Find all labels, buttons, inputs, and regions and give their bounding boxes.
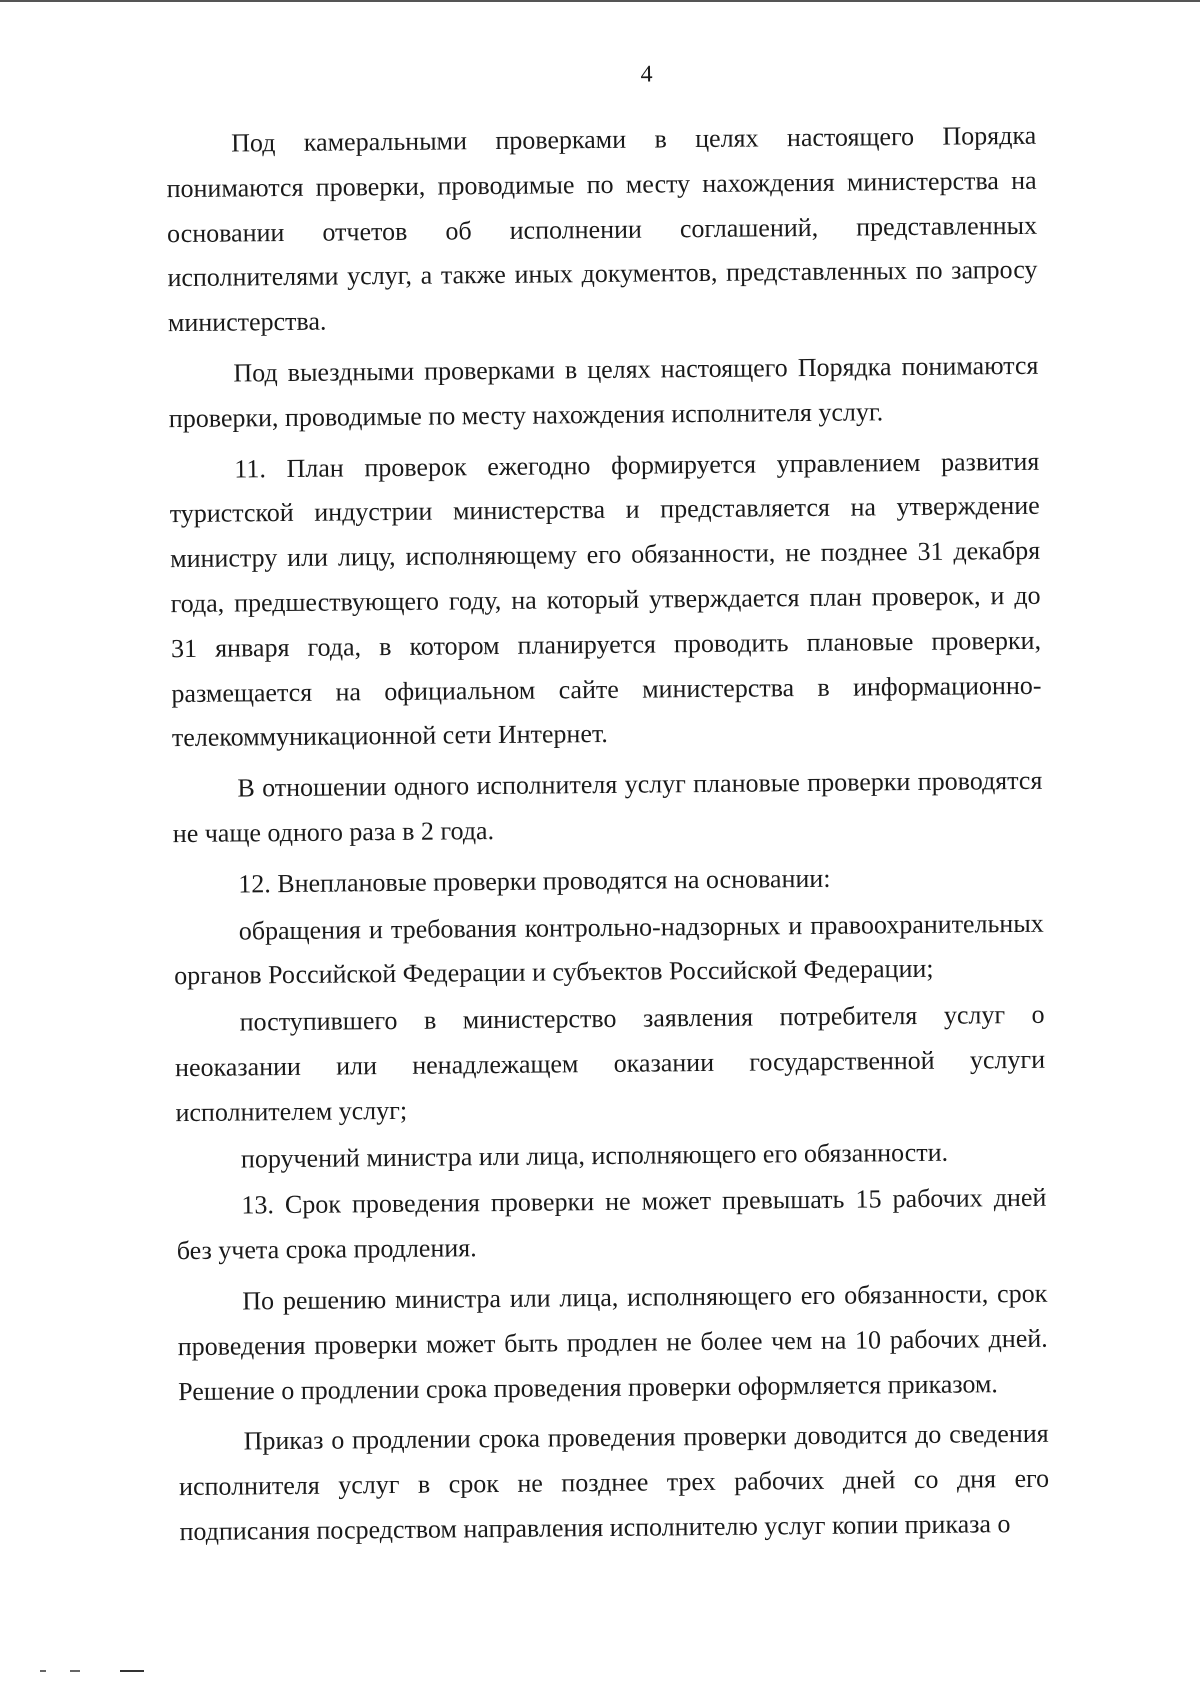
scan-mark bbox=[120, 1670, 144, 1672]
scan-mark bbox=[40, 1670, 46, 1672]
paragraph-item-11-audit-plan: 11. План проверок ежегодно формируется управлением развития туристской индустрии министерства и представляется на утверждение министру или лицу, исполняющему его обязанности, не позднее 31 декабря года, предшествующего году, на который утверждается план проверок, и до 31 января года, в котором планируется проводить плановые проверки, размещается на официальном сайте министерства в информационно-телекоммуникационной сети Интернет. bbox=[169, 446, 1042, 753]
scan-artifact-marks bbox=[40, 1668, 160, 1674]
paragraph-item-12-unscheduled-audits: 12. Внеплановые проверки проводятся на основании: bbox=[238, 863, 831, 899]
scan-mark bbox=[70, 1670, 80, 1672]
page-number: 4 bbox=[640, 61, 653, 88]
paragraph-ground-complaints: поступившего в министерство заявления потребителя услуг о неоказании или ненадлежащем оказании государственной услуги исполнителем услуг; bbox=[174, 999, 1046, 1127]
paragraph-audit-frequency: В отношении одного исполнителя услуг плановые проверки проводятся не чаще одного раза в 2 года. bbox=[172, 765, 1043, 849]
paragraph-extension-decision: По решению министра или лица, исполняющего его обязанности, срок проведения проверки может быть продлен не более чем на 10 рабочих дней. Решение о продлении срока проведения проверки оформляется приказом. bbox=[177, 1278, 1048, 1406]
paragraph-field-audits: Под выездными проверками в целях настоящего Порядка понимаются проверки, проводимые по месту нахождения исполнителя услуг. bbox=[168, 350, 1039, 433]
paragraph-item-13-audit-duration: 13. Срок проведения проверки не может превышать 15 рабочих дней без учета срока продления. bbox=[176, 1183, 1047, 1266]
paragraph-desk-audits: Под камеральными проверками в целях настоящего Порядка понимаются проверки, проводимые по месту нахождения министерства на основании отчетов об исполнении соглашений, представленных исполнителями услуг, а также иных документов, представленных по запросу министерства. bbox=[166, 120, 1038, 338]
paragraph-extension-notice: Приказ о продлении срока проведения проверки доводится до сведения исполнителя услуг в срок не позднее трех рабочих дней со дня его подписания посредством направления исполнителю услуг копии приказа о bbox=[178, 1419, 1050, 1546]
paragraph-ground-instructions: поручений министра или лица, исполняющего его обязанности. bbox=[240, 1137, 949, 1173]
paragraph-ground-requests: обращения и требования контрольно-надзорных и правоохранительных органов Российской Федерации и субъектов Российской Федерации; bbox=[174, 908, 1044, 991]
document-body bbox=[166, 114, 1050, 1561]
